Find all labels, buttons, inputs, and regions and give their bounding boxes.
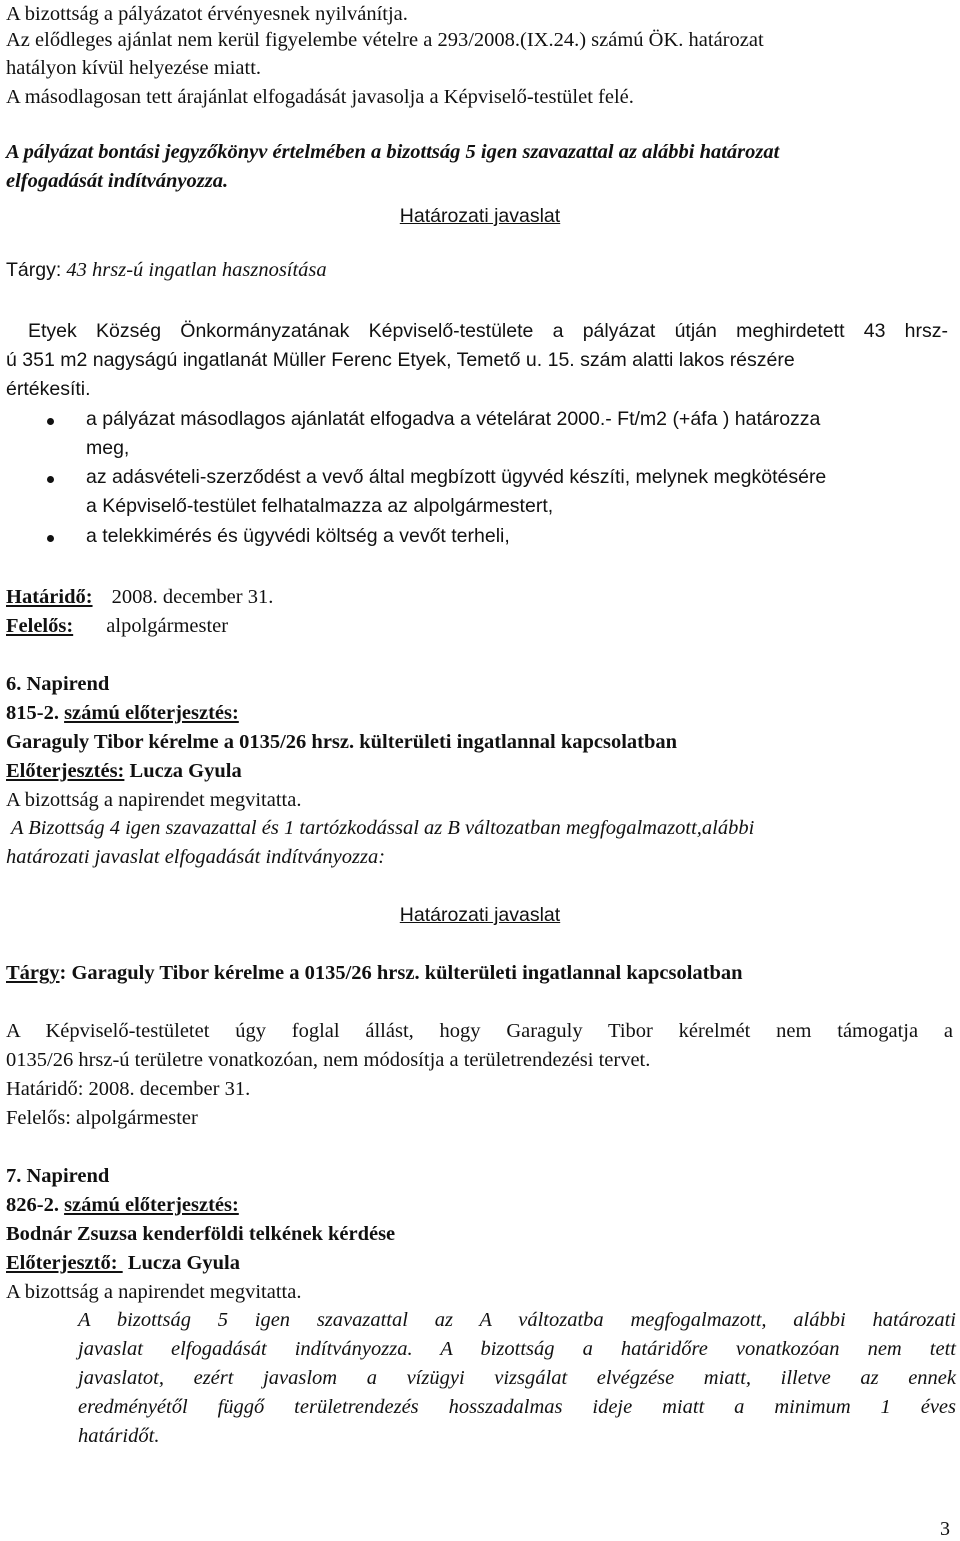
text-line: A bizottság a pályázatot érvényesnek nyilvánítja.	[6, 3, 408, 25]
presenter-name: Lucza Gyula	[129, 760, 242, 782]
proposal-note-line: elfogadását indítványozza.	[6, 170, 229, 192]
resolution-heading: Határozati javaslat	[399, 904, 561, 926]
bullet-item: a pályázat másodlagos ajánlatát elfogadva a vételárat 2000.- Ft/m2 (+áfa ) határozza	[86, 408, 821, 430]
body-line: ú 351 m2 nagyságú ingatlanát Müller Ferenc Etyek, Temető u. 15. szám alatti lakos részére	[6, 349, 795, 371]
proposal-number: 826-2.	[6, 1194, 59, 1216]
deadline-label: Határidő:	[6, 586, 93, 608]
text-line: hatályon kívül helyezése miatt.	[6, 57, 262, 79]
vote-line: A Bizottság 4 igen szavazattal és 1 tartózkodással az B változatban megfogalmazott,alábbi	[11, 817, 755, 839]
vote-line: A bizottság 5 igen szavazattal az A változatba megfogalmazott, alábbi határozati	[78, 1309, 956, 1331]
vote-line: határidőt.	[78, 1425, 160, 1447]
bullet-item: a telekkimérés és ügyvédi költség a vevőt terheli,	[86, 525, 510, 547]
discussed-line: A bizottság a napirendet megvitatta.	[6, 1281, 302, 1303]
subject-text: 43 hrsz-ú ingatlan hasznosítása	[66, 259, 327, 281]
agenda-subject: Garaguly Tibor kérelme a 0135/26 hrsz. külterületi ingatlannal kapcsolatban	[6, 731, 678, 753]
subject-line	[6, 961, 743, 985]
responsible-line	[6, 614, 228, 638]
vote-line: javaslatot, ezért javaslom a vízügyi vizsgálat elvégzése miatt, illetve az ennek	[78, 1367, 956, 1389]
bullet-dot	[47, 418, 54, 425]
presenter-line	[6, 759, 242, 783]
proposal-number-label: számú előterjesztés:	[64, 702, 239, 724]
responsible-label: Felelős:	[6, 615, 74, 637]
agenda-subject: Bodnár Zsuzsa kenderföldi telkének kérdése	[6, 1223, 396, 1245]
responsible-line: Felelős: alpolgármester	[6, 1107, 198, 1129]
bullet-dot	[47, 476, 54, 483]
presenter-label: Előterjesztő:	[6, 1252, 123, 1274]
proposal-number: 815-2.	[6, 702, 59, 724]
vote-line: eredményétől függő területrendezés hosszadalmas ideje miatt a minimum 1 éves	[78, 1396, 956, 1418]
decision-line: A Képviselő-testületet úgy foglal állást, hogy Garaguly Tibor kérelmét nem támogatja a	[6, 1020, 953, 1042]
deadline-line	[6, 585, 273, 609]
responsible-value: alpolgármester	[106, 615, 229, 637]
text-line: Az elődleges ajánlat nem kerül figyelembe vételre a 293/2008.(IX.24.) számú ÖK. határozat	[6, 29, 764, 51]
bullet-item: az adásvételi-szerződést a vevő által megbízott ügyvéd készíti, melynek megkötésére	[86, 466, 827, 488]
deadline-value: 2008. december 31.	[111, 586, 274, 608]
subject-label: Tárgy	[6, 962, 60, 984]
bullet-item: a Képviselő-testület felhatalmazza az alpolgármestert,	[86, 495, 554, 517]
presenter-label: Előterjesztés:	[6, 760, 125, 782]
text-line: A másodlagosan tett árajánlat elfogadását javasolja a Képviselő-testület felé.	[6, 86, 634, 108]
presenter-name: Lucza Gyula	[127, 1252, 241, 1274]
bullet-dot	[47, 535, 54, 542]
body-line: értékesíti.	[6, 378, 91, 400]
vote-line: javaslat elfogadását indítványozza. A bizottság a határidőre vonatkozóan nem tett	[78, 1338, 956, 1360]
resolution-heading: Határozati javaslat	[399, 205, 561, 227]
vote-line: határozati javaslat elfogadását indítványozza:	[6, 846, 386, 868]
agenda-title: 7. Napirend	[6, 1165, 110, 1187]
proposal-number-label: számú előterjesztés:	[64, 1194, 239, 1216]
subject-line	[6, 258, 327, 282]
presenter-line	[6, 1251, 240, 1275]
subject-label: Tárgy:	[6, 259, 62, 281]
body-line: Etyek Község Önkormányzatának Képviselő-testülete a pályázat útján meghirdetett 43 hrsz-	[28, 320, 948, 342]
proposal-note-line: A pályázat bontási jegyzőkönyv értelmében a bizottság 5 igen szavazattal az alábbi határozat	[6, 141, 780, 163]
bullet-item: meg,	[86, 437, 130, 459]
page-number: 3	[940, 1518, 950, 1540]
agenda-title: 6. Napirend	[6, 673, 110, 695]
decision-line: 0135/26 hrsz-ú területre vonatkozóan, nem módosítja a területrendezési tervet.	[6, 1049, 651, 1071]
proposal-number-line	[6, 701, 239, 725]
proposal-number-line	[6, 1193, 239, 1217]
subject-text: : Garaguly Tibor kérelme a 0135/26 hrsz. külterületi ingatlannal kapcsolatban	[59, 962, 743, 984]
deadline-line: Határidő: 2008. december 31.	[6, 1078, 251, 1100]
discussed-line: A bizottság a napirendet megvitatta.	[6, 789, 302, 811]
